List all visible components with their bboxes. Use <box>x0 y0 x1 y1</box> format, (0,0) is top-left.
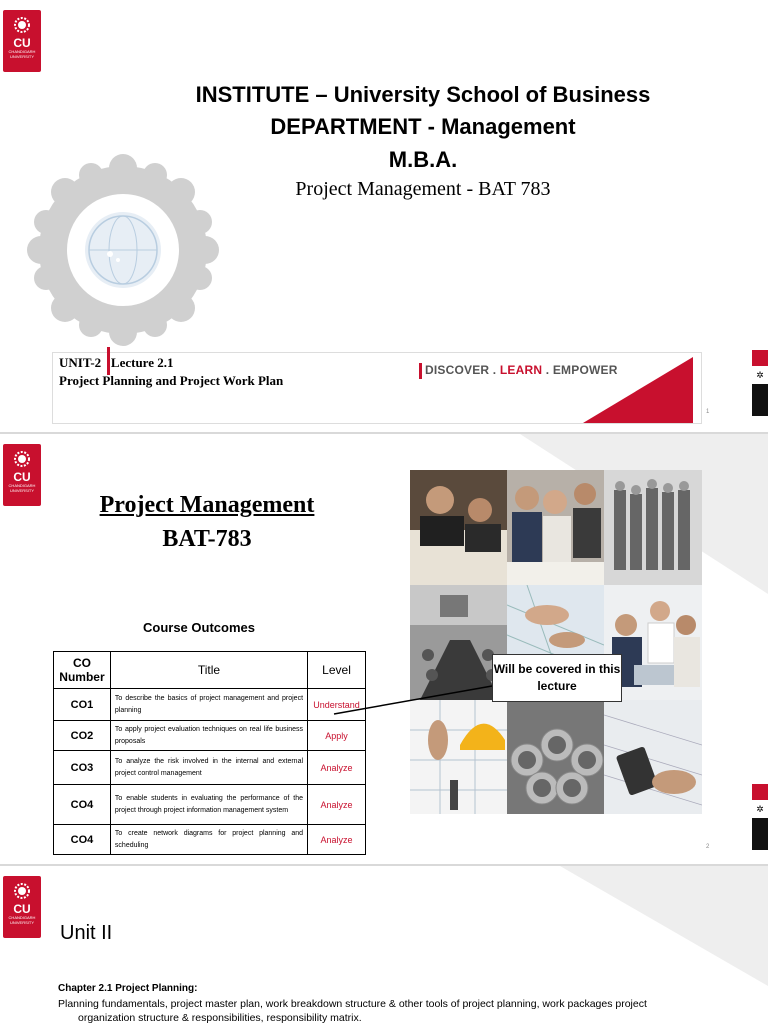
photo-collage <box>410 470 702 814</box>
chapter-line: Planning fundamentals, project master plan, work breakdown structure & other tools of project planning, work packages project <box>58 998 647 1010</box>
degree-title: M.B.A. <box>388 147 458 172</box>
co-number: CO1 <box>54 689 111 721</box>
co-number: CO4 <box>54 825 111 855</box>
co-level: Apply <box>308 721 366 751</box>
steel-pipes-photo <box>507 700 604 814</box>
side-tab <box>752 784 768 850</box>
co-title: To analyze the risk involved in the internal and external project control management <box>110 751 307 785</box>
red-accent-bar <box>107 347 110 375</box>
course-outcomes-table <box>53 651 366 855</box>
gear-icon <box>11 448 33 470</box>
co-level: Understand <box>308 689 366 721</box>
chapter-description <box>58 997 738 1024</box>
callout-box: Will be covered in this lecture <box>492 654 622 702</box>
column-header: CO Number <box>54 652 111 689</box>
cu-logo <box>3 876 41 938</box>
institute-title: INSTITUTE – University School of Business <box>195 82 651 107</box>
cu-logo <box>3 10 41 72</box>
tagline: DISCOVER . LEARN . EMPOWER <box>425 363 618 377</box>
department-title: DEPARTMENT - Management <box>270 114 576 139</box>
co-title: To enable students in evaluating the performance of the project through project information management system <box>110 785 307 825</box>
lecture-info-box <box>52 352 702 424</box>
course-code: BAT-783 <box>162 526 252 552</box>
gear-icon <box>11 14 33 36</box>
logo-name: CHANDIGARH UNIVERSITY <box>8 915 36 925</box>
course-title: Project Management - BAT 783 <box>295 178 551 200</box>
chapter-line: organization structure & responsibilities, responsibility matrix. <box>78 1012 362 1024</box>
column-header: Title <box>110 652 307 689</box>
page-number: 2 <box>706 844 710 850</box>
side-tab <box>752 350 768 416</box>
unit-overview-slide <box>0 866 768 1024</box>
column-header: Level <box>308 652 366 689</box>
callout-connector-line <box>330 684 500 724</box>
logo-name: CHANDIGARH UNIVERSITY <box>8 483 36 493</box>
co-number: CO2 <box>54 721 111 751</box>
co-title: To create network diagrams for project planning and scheduling <box>110 825 307 855</box>
logo-abbr: CU <box>13 36 31 50</box>
gear-icon: ✲ <box>752 366 768 384</box>
team-meeting-photo <box>410 470 507 585</box>
table-row <box>54 825 366 855</box>
business-group-photo <box>604 470 702 585</box>
title-slide <box>0 0 768 432</box>
co-level: Analyze <box>308 825 366 855</box>
co-number: CO4 <box>54 785 111 825</box>
co-title: To describe the basics of project management and project planning <box>110 689 307 721</box>
table-header-row <box>54 652 366 689</box>
chapter-title: Chapter 2.1 Project Planning: <box>58 983 198 994</box>
co-level: Analyze <box>308 785 366 825</box>
table-row <box>54 721 366 751</box>
lecture-topic: Project Planning and Project Work Plan <box>59 373 284 388</box>
table-row <box>54 785 366 825</box>
red-accent-bar <box>419 363 422 379</box>
co-title: To apply project evaluation techniques on real life business proposals <box>110 721 307 751</box>
calculator-blueprint-photo <box>604 700 702 814</box>
logo-abbr: CU <box>13 470 31 484</box>
table-row <box>54 689 366 721</box>
outcomes-heading: Course Outcomes <box>143 620 255 635</box>
team-discussion-photo <box>507 470 604 585</box>
lecture-label: Lecture 2.1 <box>110 355 174 370</box>
red-corner-triangle <box>583 357 693 423</box>
globe-gear-graphic <box>18 150 228 350</box>
page-number: 1 <box>706 409 710 415</box>
co-level: Analyze <box>308 751 366 785</box>
unit-title: Unit II <box>60 922 113 944</box>
course-outcomes-slide <box>0 434 768 864</box>
unit-lecture-line <box>59 355 173 371</box>
table-row <box>54 751 366 785</box>
co-number: CO3 <box>54 751 111 785</box>
logo-abbr: CU <box>13 902 31 916</box>
unit-label: UNIT-2 <box>59 355 102 370</box>
gear-icon <box>11 880 33 902</box>
gear-icon: ✲ <box>752 800 768 818</box>
course-title: Project Management <box>99 492 315 518</box>
logo-name: CHANDIGARH UNIVERSITY <box>8 49 36 59</box>
cu-logo <box>3 444 41 506</box>
